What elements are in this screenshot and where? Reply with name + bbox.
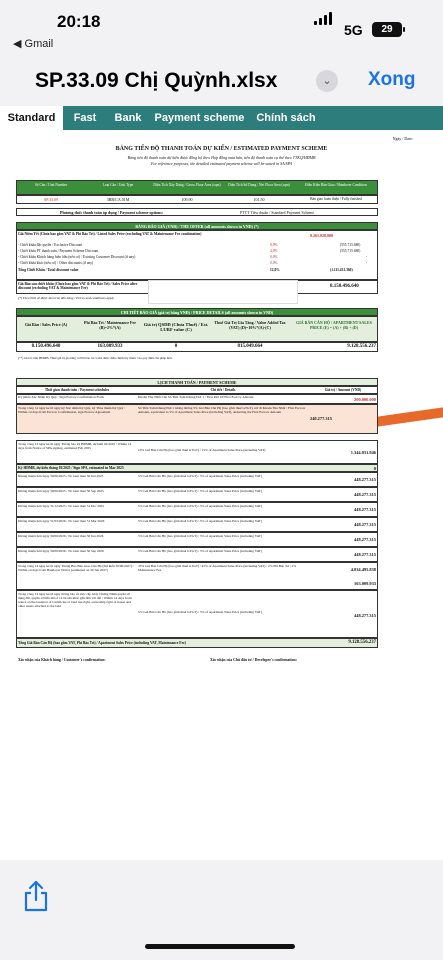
unit-header-5: Điều Kiện Bàn Giao / Handover Condition bbox=[305, 183, 367, 187]
schedule-time: Ký HĐMB, dự kiến tháng 03/2025 / Sign SPA, estimated in Mar 2025 bbox=[18, 466, 124, 470]
offer-row-pct: 0,0% bbox=[270, 255, 278, 259]
back-chevron-icon: ◀ bbox=[13, 38, 25, 50]
tab-chinh-sach[interactable]: Chính sách bbox=[256, 112, 316, 124]
schedule-header: LỊCH THANH TOÁN / PAYMENT SCHEME bbox=[157, 380, 237, 385]
sales-price-value: 8.150.496.640 bbox=[31, 344, 61, 349]
schedule-amount: 448.277.315 bbox=[354, 507, 376, 512]
schedule-amount: 448.277.315 bbox=[354, 537, 376, 542]
offer-row-value: (555.715.680) bbox=[340, 243, 361, 247]
offer-row-pct: 0,0% bbox=[270, 243, 278, 247]
share-icon[interactable] bbox=[22, 880, 50, 912]
price-note: (**) Giá trị trên HĐMB. Thuế giá trị gia tăng và Phí bảo trì có thể được điều chỉnh tùy thuộc vào quy định của pháp luật. bbox=[18, 356, 173, 360]
after-discount-value: 8.150.496.640 bbox=[330, 284, 359, 289]
sheet-subtitle-vi: Bảng tiến độ thanh toán dự kiến được đồng bộ theo Hợp đồng mua bán, tiến độ thanh toán cụ thể theo TTKQ/HĐMB bbox=[127, 155, 316, 160]
apartment-sales-price-value: 9.128.556.237 bbox=[347, 344, 376, 349]
offer-row-label: - Chiết khấu khác (nếu có) / Other discounts (if any) bbox=[18, 261, 94, 265]
vat-value: 815.049.664 bbox=[237, 344, 263, 349]
net-floor-area: 101,50 bbox=[253, 197, 265, 202]
schedule-amount: 448.277.315 bbox=[354, 613, 376, 618]
schedule-amount: 240.277.315 bbox=[310, 416, 332, 421]
schedule-amount: 448.277.315 bbox=[354, 477, 376, 482]
total-label: Tổng Giá Bán Căn Hộ (bao gồm VAT, Phí Bảo Trì) / Apartment Sales Price (including VAT, Maintenance Fee) bbox=[18, 641, 186, 645]
schedule-detail: Số Tiền Tạm Khung Đợt 1 tương đương 5% Giá Bán Căn Hộ (bao gồm thuế GTGT), trừ đi Khoản Thu Nhất / First Escrow Amount, equivalent to 5% of Apartment Sales Price (including VAT), deducting the First Escrow Amount bbox=[138, 406, 306, 414]
document-title: SP.33.09 Chị Quỳnh.xlsx bbox=[35, 69, 278, 92]
payment-method-value: PTTT Tiêu chuẩn / Standard Payment Scheme bbox=[240, 210, 315, 215]
offer-row-value: - bbox=[366, 255, 368, 259]
done-button[interactable]: Xong bbox=[368, 69, 416, 90]
schedule-time: Trong vòng 14 ngày kể từ ngày Thông báo ký HĐMB, dự kiến 02/2025 / Within 14 days from Notice of SPA signing, estimated Feb 2025 bbox=[18, 442, 132, 450]
after-discount-label: Giá Bán sau chiết khấu (Chưa bao gồm VAT & Phí Bảo Trì) / Sales Price after discount (excluding VAT & Maintenance Fee) bbox=[18, 282, 138, 290]
offer-row-value: (555.715.680) bbox=[340, 249, 361, 253]
spreadsheet-view[interactable] bbox=[0, 130, 443, 860]
unit-header-2: Loại Căn / Unit Type bbox=[102, 183, 134, 187]
sheet-subtitle-en: For reference purposes, the detailed estimated payment scheme will be stated in SA/SPA bbox=[150, 161, 293, 166]
schedule-amount-maintenance: 163.009.933 bbox=[354, 581, 376, 586]
unit-header-1: Số Căn / Unit Number bbox=[34, 183, 68, 187]
schedule-detail: 45% Giá Bán Căn Hộ (bao gồm thuế GTGT) / 45% of Apartment Sales Price (including VAT) / 2% Phí Bảo Trì / 2% Maintenance Fee bbox=[138, 564, 297, 572]
offer-header: BẢNG BÁO GIÁ (VNĐ) / THE OFFER (all amounts shown in VND) (*) bbox=[135, 224, 259, 229]
offer-note: (*) Theo biên sẽ được làm tròn đến hàng / Prices and conditions apply bbox=[18, 296, 115, 300]
schedule-time: Ký phiếu Xác Nhận Ký Quỹ / Sign Escrow Confirmation Form bbox=[18, 395, 104, 399]
schedule-detail: Khoản Thu Nhất Của Số Tiền Tạm Khung Đợt 1 / First Part Of First Escrow Amount bbox=[138, 395, 254, 399]
schedule-detail: 5% Giá Bán Căn Hộ (bao gồm thuế GTGT) / 5% of Apartment Sales Price (including VAT) bbox=[138, 610, 262, 614]
offer-row-label: Giá Niêm Yết (Chưa bao gồm VAT & Phí Bảo Trì) / Listed Sales Price (excluding VAT & Maintenance Fee combination) bbox=[18, 232, 202, 236]
date-label: Ngày / Date: bbox=[392, 136, 413, 141]
schedule-col-amount: Giá trị / Amount (VND) bbox=[324, 388, 362, 392]
customer-confirmation: Xác nhận của Khách hàng / Customer's confirmation: bbox=[18, 658, 106, 662]
price-col-1: Giá Bán / Sales Price (A) bbox=[24, 322, 68, 327]
schedule-time: Không muộn hơn ngày 30/09/2025 / No later than 30 Sep 2025 bbox=[18, 489, 104, 493]
back-app-label: Gmail bbox=[24, 38, 54, 50]
schedule-time: Trong vòng 14 ngày kể từ ngày thông báo về việc cấp Giấy Chứng Nhận quyền sử dụng đất, quyền sở hữu nhà ở và tài sản khác gắn liền với đất / Within 14 days from notice on the issuance of Certificate of land use right, ownership right of house and other assets attached to the land bbox=[18, 592, 132, 608]
unit-number: SP.33.09 bbox=[43, 197, 58, 202]
offer-row-pct: 12,0% bbox=[270, 268, 280, 272]
price-col-5: GIÁ BÁN CĂN HỘ / APARTMENT SALES PRICE (E) = (A) + (B) + (D) bbox=[296, 320, 372, 330]
schedule-amount: 0 bbox=[373, 466, 376, 471]
offer-row-value: (1.111.431.360) bbox=[330, 268, 353, 272]
price-col-3: Giá trị QSDĐ (Chưa Thuế) / Est. LURF value (C) bbox=[143, 322, 209, 332]
price-detail-header: CHI TIẾT BÁO GIÁ (giá trị bằng VNĐ) / PRICE DETAILS (all amounts shown in VND) bbox=[120, 310, 274, 315]
schedule-amount: 1.344.831.946 bbox=[350, 450, 376, 455]
back-to-app-link[interactable] bbox=[13, 37, 53, 50]
blank-cell bbox=[148, 280, 298, 304]
schedule-detail: 5% Giá Bán Căn Hộ (bao gồm thuế GTGT) / 5% of Apartment Sales Price (including VAT) bbox=[138, 534, 262, 538]
lurf-value: 0 bbox=[174, 344, 178, 349]
network-type: 5G bbox=[344, 22, 363, 38]
schedule-detail: 5% Giá Bán Căn Hộ (bao gồm thuế GTGT) / 5% of Apartment Sales Price (including VAT) bbox=[138, 474, 262, 478]
unit-type: 3BR/CA.01M bbox=[106, 197, 130, 202]
battery-icon: 29 bbox=[372, 22, 402, 37]
unit-header-4: Diện Tích Sử Dụng / Net Floor Area (sqm) bbox=[228, 183, 290, 187]
developer-confirmation: Xác nhận của Chủ đầu tư / Developer's confirmation: bbox=[210, 658, 297, 662]
highlight-marker bbox=[378, 407, 443, 426]
schedule-detail: 5% Giá Bán Căn Hộ (bao gồm thuế GTGT) / 5% of Apartment Sales Price (including VAT) bbox=[138, 549, 262, 553]
schedule-time: Không muộn hơn ngày 30/06/2025 / No later than 30 Jun 2025 bbox=[18, 474, 104, 478]
sheet-tabs bbox=[0, 106, 443, 130]
schedule-time: Không muộn hơn ngày 30/06/2026 / No later than 30 Jun 2026 bbox=[18, 534, 104, 538]
schedule-amount: 4.034.495.838 bbox=[350, 567, 376, 572]
unit-header-3: Diện Tích Xây Dựng / Gross Floor Area (sqm) bbox=[153, 183, 221, 187]
schedule-amount: 448.277.315 bbox=[354, 552, 376, 557]
status-bar bbox=[0, 0, 443, 50]
maintenance-fee-value: 163.009.933 bbox=[97, 344, 123, 349]
tab-standard[interactable]: Standard bbox=[0, 106, 63, 130]
offer-row-label: - Chiết khấu PT thanh toán / Payment Scheme Discount bbox=[18, 249, 99, 253]
schedule-amount: 200.000.000 bbox=[354, 397, 376, 402]
tab-fast[interactable]: Fast bbox=[73, 112, 97, 124]
total-value: 9.128.556.237 bbox=[348, 640, 376, 645]
payment-method-label: Phương thức thanh toán áp dụng / Payment scheme options: bbox=[60, 210, 164, 215]
offer-row-pct: 0,0% bbox=[270, 261, 278, 265]
offer-row-pct: 4,0% bbox=[270, 249, 278, 253]
offer-row-label: - Chiết khấu đặc quyền / Exclusive Discount bbox=[18, 243, 83, 247]
price-col-2: Phí Bảo Trì / Maintenance Fee (B)=2%*(A) bbox=[84, 320, 136, 330]
listed-price-value: 9.261.928.000 bbox=[310, 233, 333, 238]
sheet-title: BẢNG TIẾN ĐỘ THANH TOÁN DỰ KIẾN / ESTIMATED PAYMENT SCHEME bbox=[115, 146, 328, 152]
tab-payment-scheme[interactable]: Payment scheme bbox=[154, 112, 245, 124]
offer-row-value: - bbox=[366, 261, 368, 265]
schedule-time: Trong vòng 14 ngày kể từ ngày ký Xác nhận Ký Quỹ, ký Thỏa thuận Ký Quỹ / Within 14 days from Escrow Confirmation, sign Escrow Agreement bbox=[18, 406, 125, 414]
offer-row-label: - Chiết khấu Khách hàng hiện hữu (nếu có) / Existing Customer Discount (if any) bbox=[18, 255, 136, 259]
handover-condition: Bàn giao hoàn thiện / Fully finished bbox=[310, 197, 362, 201]
schedule-amount: 448.277.315 bbox=[354, 492, 376, 497]
price-col-4: Thuế Giá Trị Gia Tăng / Value Added Tax (VAT) (D)=10%*(A)-(C) bbox=[214, 320, 286, 330]
schedule-detail: 5% Giá Bán Căn Hộ (bao gồm thuế GTGT) / 5% of Apartment Sales Price (including VAT) bbox=[138, 489, 262, 493]
schedule-time: Trong vòng 14 ngày kể từ ngày Thông Báo Bàn Giao Căn Hộ (Dự kiến 30/06/2027) / Within 14 days from Handover Notice (estimated on 30 Jun 2027) bbox=[18, 564, 134, 572]
tab-bank[interactable]: Bank bbox=[114, 112, 142, 124]
offer-row-label: Tổng Chiết Khấu / Total discount value bbox=[18, 268, 79, 272]
schedule-detail: 10% Giá Bán Căn Hộ (bao gồm thuế GTGT) / 15% of Apartment Sales Price (including VAT) bbox=[138, 448, 266, 452]
gross-floor-area: 109,90 bbox=[181, 197, 193, 202]
schedule-detail: 5% Giá Bán Căn Hộ (bao gồm thuế GTGT) / 5% of Apartment Sales Price (including VAT) bbox=[138, 504, 262, 508]
home-indicator bbox=[145, 944, 295, 949]
status-time: 20:18 bbox=[57, 12, 101, 31]
schedule-time: Không muộn hơn ngày 31/03/2026 / No later than 31 Mar 2026 bbox=[18, 519, 105, 523]
schedule-col-time: Thời gian thanh toán / Payment schedules bbox=[44, 388, 110, 392]
schedule-time: Không muộn hơn ngày 30/09/2026 / No later than 30 Sep 2026 bbox=[18, 549, 104, 553]
schedule-amount: 448.277.315 bbox=[354, 522, 376, 527]
chevron-down-icon[interactable]: ⌄ bbox=[316, 70, 338, 92]
schedule-col-detail: Chi tiết / Details bbox=[210, 388, 236, 392]
schedule-detail: 5% Giá Bán Căn Hộ (bao gồm thuế GTGT) / 5% of Apartment Sales Price (including VAT) bbox=[138, 519, 262, 523]
schedule-time: Không muộn hơn ngày 31/12/2025 / No later than 31 Dec 2025 bbox=[18, 504, 105, 508]
